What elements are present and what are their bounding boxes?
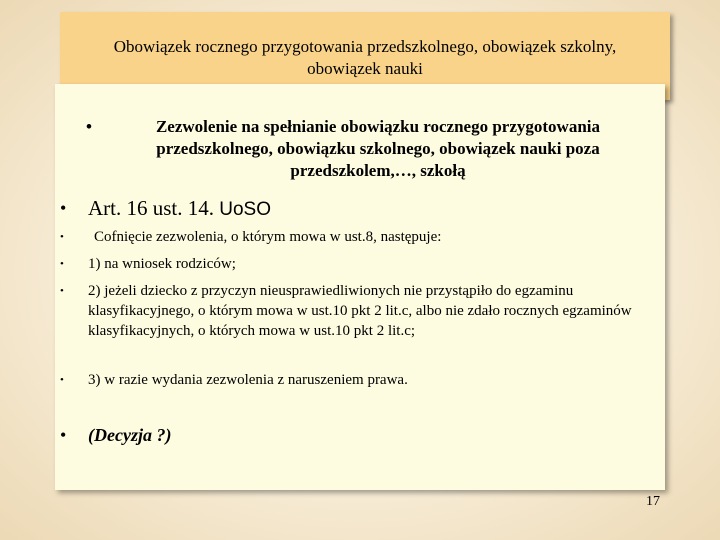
page-number: 17 [646,494,660,509]
article-reference: Art. 16 ust. 14. [88,196,220,220]
bullet-icon: • [60,258,64,270]
bullet-icon: • [86,117,92,136]
slide-title-line1: Obowiązek rocznego przygotowania przedszkolnego, obowiązek szkolny, [113,37,617,56]
sub-item-text: Cofnięcie zezwolenia, o którym mowa w ust.8, następuje: [94,229,442,245]
sub-item-text: 2) jeżeli dziecko z przyczyn nieusprawiedliwionych nie przystąpiło do egzaminu klasyfikacyjnego, o którym mowa w ust.10 pkt 2 lit.c, albo nie zdało rocznych egzaminów klasyfikacyjnych, o których mowa w ust.10 pkt 2 lit.c; [88,283,632,339]
decision-bullet-text: (Decyzja ?) [88,425,172,445]
bullet-icon: • [60,231,64,243]
article-bullet-text [88,196,271,222]
bullet-icon: • [60,374,64,386]
bullet-icon: • [60,198,67,218]
slide-title [70,36,660,80]
sub-item-text: 1) na wniosek rodziców; [88,256,236,272]
bullet-icon: • [60,285,64,297]
intro-bullet-text: Zezwolenie na spełnianie obowiązku rocznego przygotowania przedszkolnego, obowiązku szkolnego, obowiązek nauki poza przedszkolem,…, szkołą [155,117,601,180]
act-abbreviation: UoSO [219,199,271,220]
slide-title-line2: obowiązek nauki [307,59,423,78]
sub-item-text: 3) w razie wydania zezwolenia z naruszeniem prawa. [88,372,408,388]
bullet-icon: • [60,425,67,445]
